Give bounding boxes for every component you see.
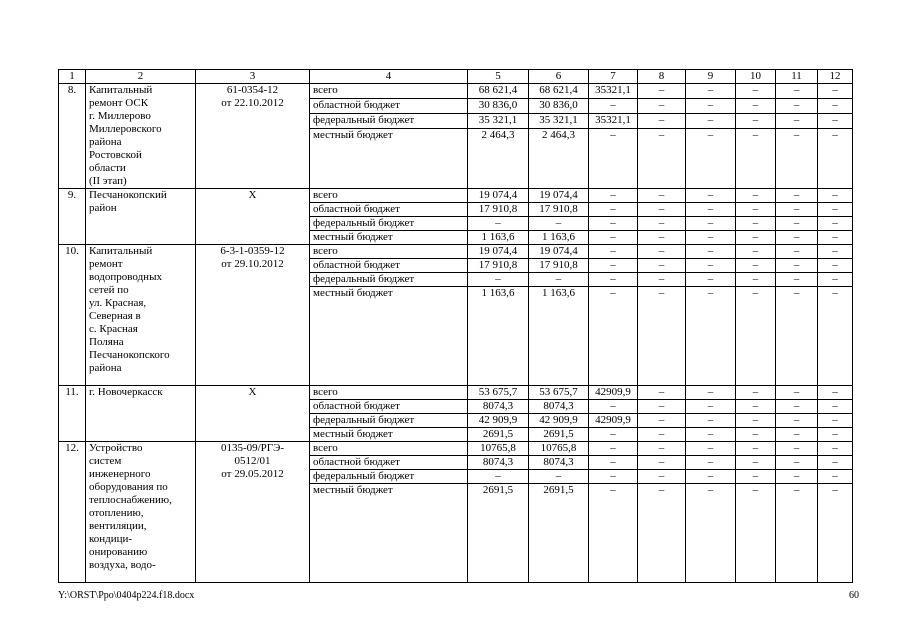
value-cell: – <box>638 98 686 113</box>
object-name <box>86 84 196 189</box>
column-number-header: 9 <box>686 70 736 84</box>
value-cell: – <box>468 273 529 287</box>
value-cell: – <box>686 386 736 400</box>
value-cell: – <box>638 400 686 414</box>
document-code-line: 6-3-1-0359-12 <box>220 245 285 257</box>
object-name-line: г. Новочеркасск <box>89 386 163 398</box>
object-name-line: Капитальный <box>89 84 153 96</box>
value-cell: – <box>589 98 638 113</box>
object-name-line: вентиляции, <box>89 520 147 532</box>
object-name-line: района <box>89 136 122 148</box>
value-cell: – <box>818 287 853 386</box>
value-cell: 30 836,0 <box>468 98 529 113</box>
value-cell: 19 074,4 <box>529 189 589 203</box>
header-row <box>59 70 853 84</box>
value-cell: – <box>686 400 736 414</box>
value-cell: – <box>818 203 853 217</box>
column-number-header: 10 <box>736 70 776 84</box>
value-cell: – <box>589 203 638 217</box>
value-cell: – <box>736 442 776 456</box>
value-cell: 10765,8 <box>468 442 529 456</box>
column-number-header: 4 <box>310 70 468 84</box>
value-cell: – <box>776 259 818 273</box>
document-code-line: 61-0354-12 <box>226 84 279 96</box>
value-cell: – <box>686 259 736 273</box>
value-cell: – <box>589 287 638 386</box>
value-cell: – <box>736 259 776 273</box>
funding-source: федеральный бюджет <box>310 470 468 484</box>
document-code-line: 0512/01 <box>234 455 271 467</box>
funding-source: всего <box>310 189 468 203</box>
funding-source: всего <box>310 442 468 456</box>
document-code-line: Х <box>248 189 257 201</box>
value-cell: – <box>638 259 686 273</box>
value-cell: – <box>638 203 686 217</box>
value-cell: – <box>818 189 853 203</box>
value-cell: 35 321,1 <box>468 113 529 128</box>
funding-source: местный бюджет <box>310 128 468 188</box>
item-number: 8. <box>59 84 86 189</box>
object-name-line: с. Красная <box>89 323 138 335</box>
value-cell: – <box>776 273 818 287</box>
column-number-header: 11 <box>776 70 818 84</box>
object-name-line: кондици- <box>89 533 133 545</box>
value-cell: – <box>736 484 776 583</box>
item-number: 12. <box>59 442 86 583</box>
value-cell: – <box>638 113 686 128</box>
funding-source: всего <box>310 386 468 400</box>
value-cell: – <box>736 428 776 442</box>
funding-source: всего <box>310 84 468 99</box>
value-cell: – <box>589 428 638 442</box>
value-cell: – <box>776 414 818 428</box>
value-cell: – <box>776 189 818 203</box>
value-cell: 8074,3 <box>468 400 529 414</box>
value-cell: 19 074,4 <box>468 245 529 259</box>
value-cell: – <box>638 414 686 428</box>
funding-source: областной бюджет <box>310 98 468 113</box>
value-cell: 42909,9 <box>589 386 638 400</box>
value-cell: – <box>589 245 638 259</box>
object-name-line: онированию <box>89 546 148 558</box>
value-cell: 68 621,4 <box>529 84 589 99</box>
column-number-header: 2 <box>86 70 196 84</box>
value-cell: – <box>818 217 853 231</box>
value-cell: – <box>638 217 686 231</box>
value-cell: – <box>638 470 686 484</box>
value-cell: – <box>638 484 686 583</box>
document-code-line: 0135-09/РГЭ- <box>220 442 285 454</box>
value-cell: – <box>686 217 736 231</box>
value-cell: – <box>686 189 736 203</box>
value-cell: 35321,1 <box>589 113 638 128</box>
value-cell: 30 836,0 <box>529 98 589 113</box>
value-cell: 8074,3 <box>529 456 589 470</box>
value-cell: – <box>686 245 736 259</box>
value-cell: 53 675,7 <box>468 386 529 400</box>
value-cell: – <box>686 442 736 456</box>
value-cell: – <box>818 113 853 128</box>
funding-source: областной бюджет <box>310 456 468 470</box>
object-name-line: г. Миллерово <box>89 110 151 122</box>
funding-source: федеральный бюджет <box>310 414 468 428</box>
value-cell: – <box>776 84 818 99</box>
value-cell: 1 163,6 <box>468 231 529 245</box>
value-cell: – <box>638 245 686 259</box>
value-cell: – <box>818 442 853 456</box>
page-number: 60 <box>849 590 859 601</box>
value-cell: – <box>776 442 818 456</box>
value-cell: 68 621,4 <box>468 84 529 99</box>
value-cell: – <box>818 84 853 99</box>
value-cell: – <box>686 456 736 470</box>
value-cell: 1 163,6 <box>529 287 589 386</box>
document-code <box>196 442 310 583</box>
value-cell: – <box>638 231 686 245</box>
value-cell: – <box>736 456 776 470</box>
value-cell: – <box>736 386 776 400</box>
value-cell: – <box>776 113 818 128</box>
value-cell: – <box>589 400 638 414</box>
value-cell: 17 910,8 <box>529 203 589 217</box>
object-name <box>86 442 196 583</box>
value-cell: – <box>686 84 736 99</box>
value-cell: – <box>776 231 818 245</box>
value-cell: 19 074,4 <box>468 189 529 203</box>
value-cell: – <box>776 386 818 400</box>
value-cell: – <box>529 273 589 287</box>
object-name-line: Северная в <box>89 310 141 322</box>
value-cell: – <box>776 98 818 113</box>
value-cell: – <box>736 245 776 259</box>
value-cell: – <box>818 456 853 470</box>
value-cell: – <box>818 259 853 273</box>
value-cell: – <box>638 273 686 287</box>
value-cell: – <box>776 484 818 583</box>
value-cell: – <box>638 84 686 99</box>
value-cell: 2691,5 <box>529 428 589 442</box>
document-code-line: от 29.10.2012 <box>221 258 284 270</box>
column-number-header: 7 <box>589 70 638 84</box>
funding-source: областной бюджет <box>310 400 468 414</box>
value-cell: – <box>736 128 776 188</box>
value-cell: – <box>686 470 736 484</box>
value-cell: – <box>468 470 529 484</box>
value-cell: – <box>818 470 853 484</box>
value-cell: – <box>686 98 736 113</box>
object-name-line: ремонт <box>89 258 123 270</box>
value-cell: 1 163,6 <box>468 287 529 386</box>
value-cell: – <box>638 287 686 386</box>
object-name-line: области <box>89 162 126 174</box>
value-cell: – <box>638 386 686 400</box>
funding-source: местный бюджет <box>310 428 468 442</box>
document-code-line: Х <box>248 386 257 398</box>
object-name-line: (II этап) <box>89 175 127 187</box>
funding-source: федеральный бюджет <box>310 217 468 231</box>
value-cell: – <box>818 273 853 287</box>
value-cell: 8074,3 <box>529 400 589 414</box>
value-cell: – <box>736 113 776 128</box>
object-name-line: район <box>89 202 117 214</box>
value-cell: – <box>776 470 818 484</box>
value-cell: – <box>776 245 818 259</box>
object-name-line: Песчанокопского <box>89 349 170 361</box>
funding-source: областной бюджет <box>310 203 468 217</box>
document-code <box>196 245 310 386</box>
value-cell: – <box>686 484 736 583</box>
value-cell: 17 910,8 <box>468 259 529 273</box>
budget-table <box>58 69 853 583</box>
column-number-header: 5 <box>468 70 529 84</box>
value-cell: – <box>736 231 776 245</box>
object-name-line: воздуха, водо- <box>89 559 156 571</box>
value-cell: – <box>736 98 776 113</box>
object-name-line: инженерного <box>89 468 151 480</box>
value-cell: – <box>589 456 638 470</box>
value-cell: – <box>468 217 529 231</box>
document-code <box>196 84 310 189</box>
object-name-line: оборудования по <box>89 481 168 493</box>
funding-source: федеральный бюджет <box>310 273 468 287</box>
document-code-line: от 29.05.2012 <box>221 468 284 480</box>
value-cell: – <box>736 217 776 231</box>
object-name-line: Поляна <box>89 336 124 348</box>
value-cell: – <box>686 414 736 428</box>
object-name-line: отоплению, <box>89 507 144 519</box>
value-cell: – <box>686 128 736 188</box>
object-name-line: ремонт ОСК <box>89 97 149 109</box>
value-cell: – <box>776 287 818 386</box>
object-name-line: Капитальный <box>89 245 153 257</box>
value-cell: – <box>589 484 638 583</box>
funding-source: местный бюджет <box>310 484 468 583</box>
item-number: 10. <box>59 245 86 386</box>
value-cell: 2 464,3 <box>529 128 589 188</box>
file-path: Y:\ORST\Ppo\0404p224.f18.docx <box>58 590 195 601</box>
value-cell: – <box>736 84 776 99</box>
object-name <box>86 245 196 386</box>
value-cell: 17 910,8 <box>529 259 589 273</box>
table-row <box>59 386 853 400</box>
object-name <box>86 386 196 442</box>
value-cell: – <box>589 442 638 456</box>
object-name <box>86 189 196 245</box>
item-number: 9. <box>59 189 86 245</box>
value-cell: 42909,9 <box>589 414 638 428</box>
value-cell: 19 074,4 <box>529 245 589 259</box>
value-cell: 2691,5 <box>468 484 529 583</box>
value-cell: 42 909,9 <box>529 414 589 428</box>
value-cell: – <box>736 400 776 414</box>
value-cell: – <box>736 189 776 203</box>
value-cell: – <box>818 128 853 188</box>
table-row <box>59 245 853 259</box>
value-cell: 42 909,9 <box>468 414 529 428</box>
value-cell: 35321,1 <box>589 84 638 99</box>
value-cell: – <box>818 98 853 113</box>
value-cell: – <box>818 386 853 400</box>
object-name-line: теплоснабжению, <box>89 494 172 506</box>
value-cell: – <box>589 273 638 287</box>
funding-source: всего <box>310 245 468 259</box>
value-cell: – <box>686 203 736 217</box>
value-cell: – <box>589 231 638 245</box>
value-cell: – <box>686 273 736 287</box>
value-cell: – <box>776 400 818 414</box>
value-cell: – <box>589 470 638 484</box>
column-number-header: 12 <box>818 70 853 84</box>
value-cell: – <box>776 428 818 442</box>
value-cell: – <box>818 400 853 414</box>
value-cell: 2691,5 <box>529 484 589 583</box>
value-cell: – <box>736 414 776 428</box>
value-cell: – <box>686 231 736 245</box>
column-number-header: 1 <box>59 70 86 84</box>
column-number-header: 3 <box>196 70 310 84</box>
value-cell: – <box>686 428 736 442</box>
value-cell: 35 321,1 <box>529 113 589 128</box>
value-cell: 17 910,8 <box>468 203 529 217</box>
funding-source: областной бюджет <box>310 259 468 273</box>
item-number: 11. <box>59 386 86 442</box>
value-cell: – <box>776 456 818 470</box>
table-row <box>59 442 853 456</box>
value-cell: – <box>818 428 853 442</box>
value-cell: – <box>776 128 818 188</box>
document-code <box>196 386 310 442</box>
value-cell: – <box>529 217 589 231</box>
value-cell: – <box>736 203 776 217</box>
object-name-line: ул. Красная, <box>89 297 147 309</box>
value-cell: – <box>736 287 776 386</box>
value-cell: – <box>776 217 818 231</box>
value-cell: – <box>638 442 686 456</box>
table-row <box>59 84 853 99</box>
value-cell: – <box>638 456 686 470</box>
object-name-line: сетей по <box>89 284 129 296</box>
value-cell: – <box>818 414 853 428</box>
value-cell: – <box>638 189 686 203</box>
object-name-line: Миллеровского <box>89 123 162 135</box>
value-cell: – <box>589 128 638 188</box>
document-code <box>196 189 310 245</box>
value-cell: – <box>776 203 818 217</box>
value-cell: – <box>818 484 853 583</box>
column-number-header: 6 <box>529 70 589 84</box>
object-name-line: района <box>89 362 122 374</box>
document-code-line: от 22.10.2012 <box>221 97 284 109</box>
value-cell: 53 675,7 <box>529 386 589 400</box>
object-name-line: Устройство <box>89 442 143 454</box>
value-cell: – <box>736 273 776 287</box>
value-cell: 10765,8 <box>529 442 589 456</box>
object-name-line: Песчанокопский <box>89 189 167 201</box>
value-cell: 2691,5 <box>468 428 529 442</box>
column-number-header: 8 <box>638 70 686 84</box>
value-cell: – <box>686 287 736 386</box>
funding-source: местный бюджет <box>310 287 468 386</box>
funding-source: местный бюджет <box>310 231 468 245</box>
value-cell: – <box>589 259 638 273</box>
value-cell: – <box>638 428 686 442</box>
object-name-line: водопроводных <box>89 271 162 283</box>
value-cell: 2 464,3 <box>468 128 529 188</box>
value-cell: – <box>818 231 853 245</box>
value-cell: – <box>589 189 638 203</box>
value-cell: 1 163,6 <box>529 231 589 245</box>
value-cell: – <box>736 470 776 484</box>
funding-source: федеральный бюджет <box>310 113 468 128</box>
table-row <box>59 189 853 203</box>
value-cell: – <box>589 217 638 231</box>
value-cell: – <box>529 470 589 484</box>
value-cell: – <box>818 245 853 259</box>
object-name-line: Ростовской <box>89 149 142 161</box>
value-cell: – <box>686 113 736 128</box>
value-cell: – <box>638 128 686 188</box>
object-name-line: систем <box>89 455 122 467</box>
value-cell: 8074,3 <box>468 456 529 470</box>
